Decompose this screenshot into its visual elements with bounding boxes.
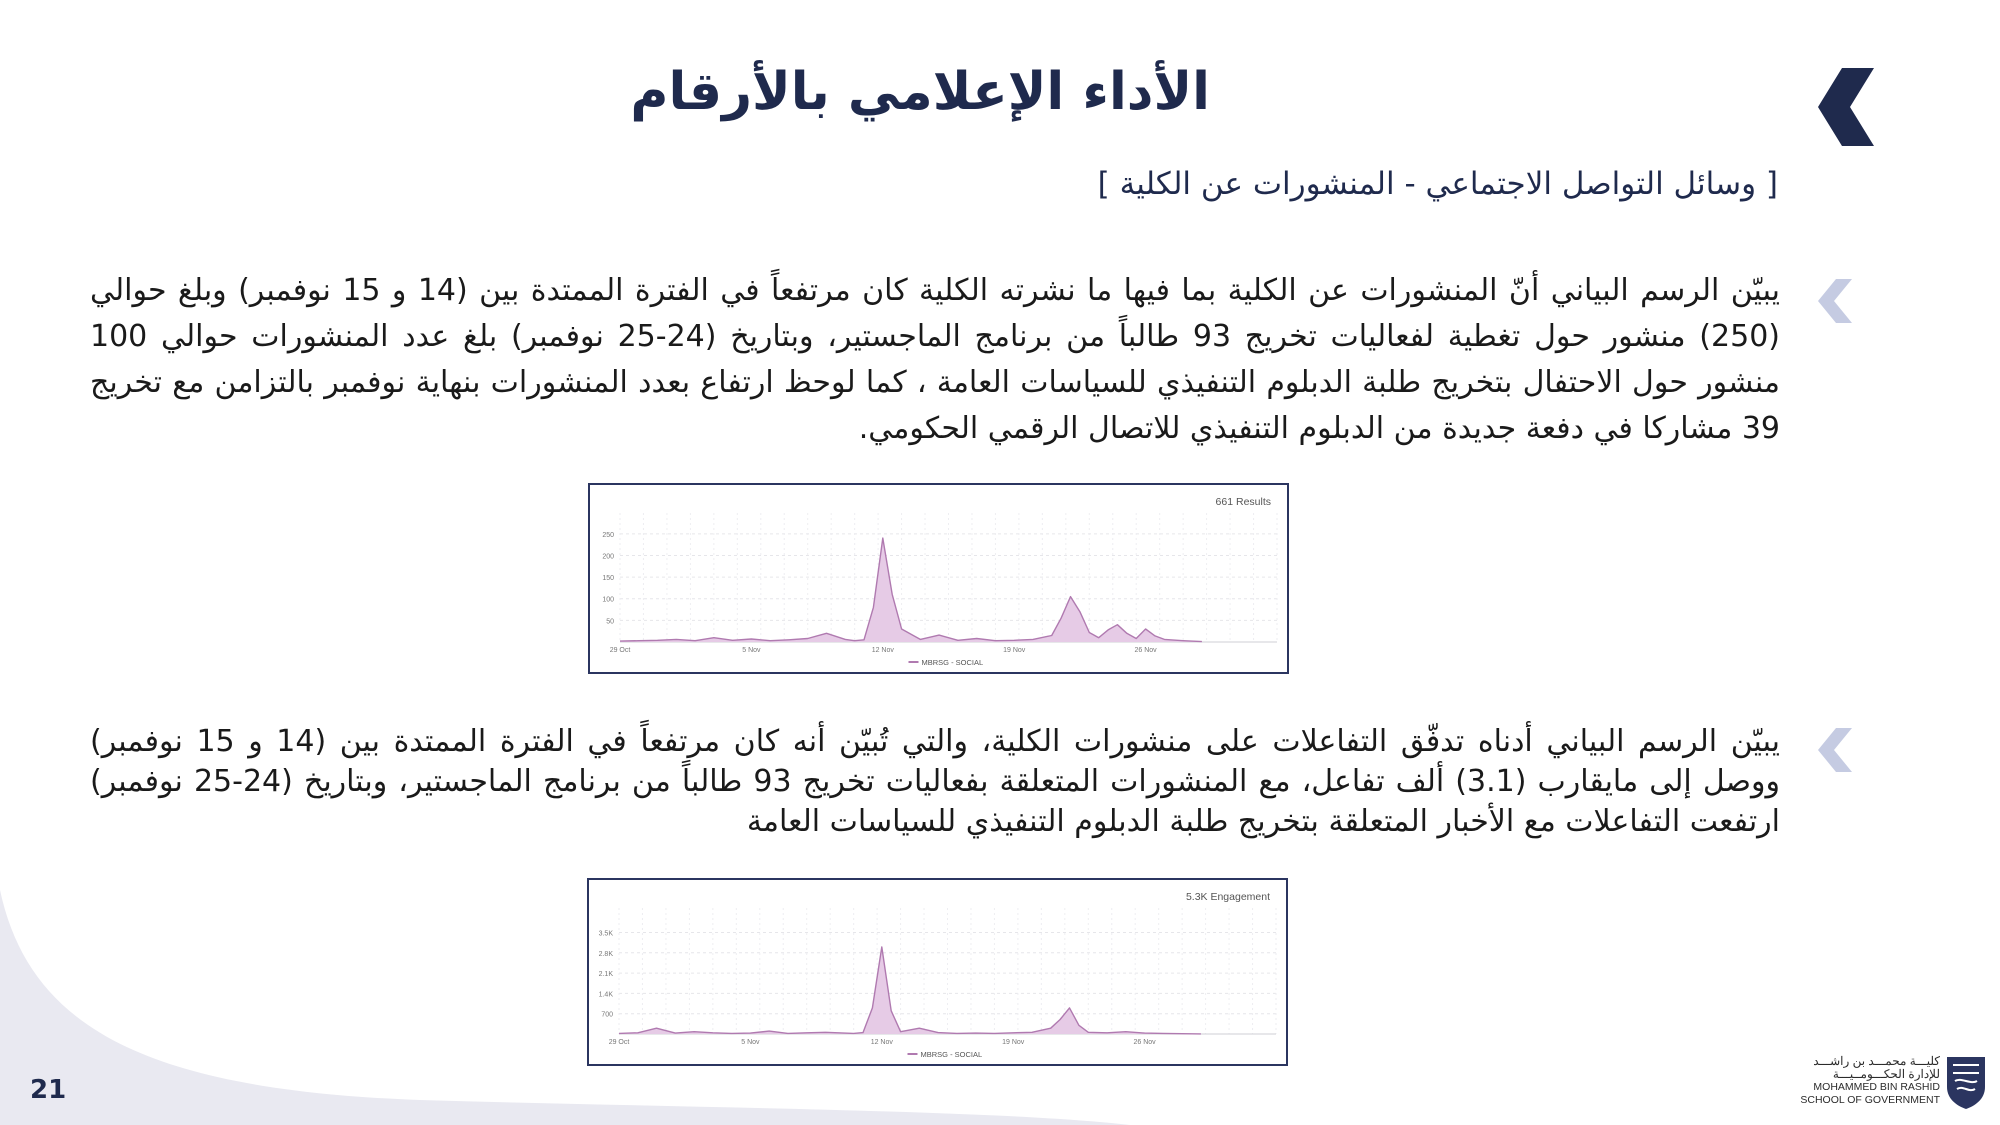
series-area bbox=[619, 947, 1201, 1034]
page-title: الأداء الإعلامي بالأرقام bbox=[630, 62, 1210, 122]
legend-label: MBRSG - SOCIAL bbox=[921, 658, 984, 667]
y-tick-label: 100 bbox=[602, 596, 614, 604]
chart-title: 661 Results bbox=[1215, 496, 1271, 508]
paragraph-posts: يبيّن الرسم البياني أنّ المنشورات عن الكلية بما فيها ما نشرته الكلية كان مرتفعاً في الفترة الممتدة بين (14 و 15 نوفمبر) وبلغ حوالي (250) منشور حول تغطية لفعاليات تخريج 93 طالباً من برنامج الماجستير، وبتاريخ (24-25 نوفمبر) بلغ عدد المنشورات حوالي 100 منشور حول الاحتفال بتخريج طلبة الدبلوم التنفيذي للسياسات العامة ، كما لوحظ ارتفاع بعدد المنشورات بنهاية نوفمبر بالتزامن مع تخريج 39 مشاركا في دفعة جديدة من الدبلوم التنفيذي للاتصال الرقمي الحكومي. bbox=[90, 273, 1781, 446]
legend-label: MBRSG - SOCIAL bbox=[920, 1050, 983, 1059]
y-tick-label: 250 bbox=[602, 531, 614, 539]
logo-arabic-line1: كليـــة محمـــد بن راشـــد bbox=[1813, 1054, 1940, 1068]
y-tick-label: 700 bbox=[601, 1011, 613, 1019]
y-tick-label: 150 bbox=[602, 575, 614, 583]
x-tick-label: 29 Oct bbox=[609, 647, 631, 654]
chart-posts-svg bbox=[590, 485, 1287, 672]
x-tick-label: 26 Nov bbox=[1134, 647, 1157, 654]
x-tick-label: 12 Nov bbox=[871, 647, 894, 654]
logo-english-line1: MOHAMMED BIN RASHID bbox=[1813, 1081, 1940, 1093]
paragraph-engagement: يبيّن الرسم البياني أدناه تدفّق التفاعلات على منشورات الكلية، والتي تُبيّن أنه كان مرتفعاً في الفترة الممتدة بين (14 و 15 نوفمبر) ووصل إلى مايقارب (3.1) ألف تفاعل، مع المنشورات المتعلقة بفعاليات تخريج 93 طالباً من برنامج الماجستير، وبتاريخ (24-25 نوفمبر) ارتفعت التفاعلات مع الأخبار المتعلقة بتخريج طلبة الدبلوم التنفيذي للسياسات العامة bbox=[90, 724, 1781, 839]
x-tick-label: 26 Nov bbox=[1133, 1039, 1156, 1046]
logo-text bbox=[1795, 1055, 1940, 1107]
chart-posts-results bbox=[588, 483, 1289, 674]
x-tick-label: 19 Nov bbox=[1002, 1039, 1025, 1046]
page-number: 21 bbox=[30, 1075, 67, 1105]
y-tick-label: 1.4K bbox=[598, 991, 613, 999]
series-line bbox=[620, 538, 1202, 642]
y-tick-label: 50 bbox=[606, 618, 614, 626]
series-line bbox=[619, 947, 1201, 1034]
logo-arabic-line2: للإدارة الحكـــومــيـــة bbox=[1832, 1067, 1940, 1081]
x-tick-label: 19 Nov bbox=[1003, 647, 1026, 654]
bullet-chevron-icon bbox=[1818, 728, 1852, 772]
x-tick-label: 5 Nov bbox=[741, 1039, 760, 1046]
logo-english-line2: SCHOOL OF GOVERNMENT bbox=[1800, 1094, 1940, 1106]
y-tick-label: 2.8K bbox=[598, 950, 613, 958]
chart-title: 5.3K Engagement bbox=[1185, 891, 1270, 903]
section-subtitle: [ وسائل التواصل الاجتماعي - المنشورات عن الكلية ] bbox=[1097, 166, 1778, 202]
y-tick-label: 3.5K bbox=[598, 930, 613, 938]
shield-emblem-icon bbox=[1945, 1055, 1987, 1110]
chart-engagement-svg bbox=[589, 880, 1286, 1064]
x-tick-label: 12 Nov bbox=[870, 1039, 893, 1046]
chevron-left-icon bbox=[1818, 68, 1874, 146]
x-tick-label: 29 Oct bbox=[608, 1039, 630, 1046]
bullet-chevron-icon bbox=[1818, 279, 1852, 323]
x-tick-label: 5 Nov bbox=[742, 647, 761, 654]
y-tick-label: 2.1K bbox=[598, 971, 613, 979]
y-tick-label: 200 bbox=[602, 553, 614, 561]
mbrsg-logo bbox=[1795, 1055, 1990, 1110]
chart-engagement bbox=[587, 878, 1288, 1066]
